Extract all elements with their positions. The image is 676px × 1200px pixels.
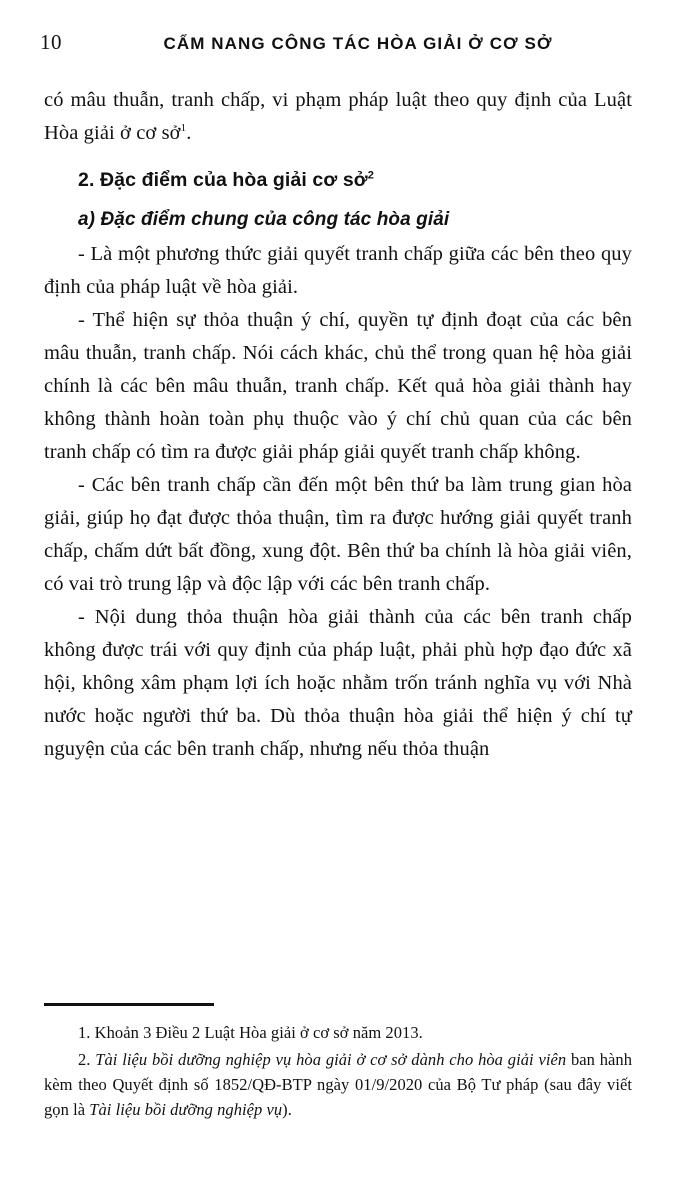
- section-heading-text: 2. Đặc điểm của hòa giải cơ sở: [78, 169, 368, 191]
- paragraph-bullet-2: - Thể hiện sự thỏa thuận ý chí, quyền tự định đoạt của các bên mâu thuẫn, tranh chấp. Nói cách khác, chủ thể trong quan hệ hòa giải chính là các bên mâu thuẫn, tranh chấp. Kết quả hòa giải thành hay không thành hoàn toàn phụ thuộc vào ý chí chủ quan của các bên tranh chấp có tìm ra được giải pháp giải quyết tranh chấp không.: [44, 309, 632, 463]
- footnote-area: [44, 1003, 632, 1122]
- subsection-heading-a: a) Đặc điểm chung của công tác hòa giải: [78, 209, 450, 230]
- paragraph-bullet-1: - Là một phương thức giải quyết tranh chấp giữa các bên theo quy định của pháp luật về hòa giải.: [44, 243, 632, 298]
- footnote-marker-2: 2: [367, 169, 374, 182]
- footnote-2-short-title: Tài liệu bồi dưỡng nghiệp vụ: [89, 1100, 283, 1119]
- section-heading-2: [44, 164, 632, 197]
- footnote-2-text-end: ).: [282, 1100, 292, 1119]
- paragraph-bullet-3: - Các bên tranh chấp cần đến một bên thứ ba làm trung gian hòa giải, giúp họ đạt được thỏa thuận, tìm ra được hướng giải quyết tranh chấp, chấm dứt bất đồng, xung đột. Bên thứ ba chính là hòa giải viên, có vai trò trung lập và độc lập với các bên tranh chấp.: [44, 474, 632, 595]
- footnote-separator: [44, 1003, 214, 1006]
- paragraph-continued: [44, 84, 632, 150]
- paragraph-text-end: .: [186, 122, 192, 144]
- footnote-marker-1: 1: [180, 122, 187, 135]
- footnote-2-title: Tài liệu bồi dưỡng nghiệp vụ hòa giải ở cơ sở dành cho hòa giải viên: [95, 1050, 567, 1069]
- running-head: CẨM NANG CÔNG TÁC HÒA GIẢI Ở CƠ SỞ: [163, 34, 553, 53]
- paragraph-bullet-4: - Nội dung thỏa thuận hòa giải thành của các bên tranh chấp không được trái với quy định của pháp luật, phải phù hợp đạo đức xã hội, không xâm phạm lợi ích hoặc nhằm trốn tránh nghĩa vụ với Nhà nước hoặc người thứ ba. Dù thỏa thuận hòa giải thể hiện ý chí tự nguyện của các bên tranh chấp, nhưng nếu thỏa thuận: [44, 606, 632, 760]
- page-body: [0, 68, 676, 766]
- page-number: 10: [40, 30, 62, 54]
- paragraph-text: có mâu thuẫn, tranh chấp, vi phạm pháp luật theo quy định của Luật Hòa giải ở cơ sở: [44, 89, 632, 144]
- footnote-2-text: ban hành kèm theo Quyết định số 1852/QĐ-BTP ngày 01/9/2020 của Bộ Tư pháp (sau đây viết gọn là: [44, 1050, 632, 1119]
- footnote-2: [44, 1047, 632, 1122]
- footnote-1: 1. Khoản 3 Điều 2 Luật Hòa giải ở cơ sở năm 2013.: [78, 1023, 423, 1042]
- page-header: [0, 0, 676, 68]
- footnote-2-number: 2.: [78, 1050, 96, 1069]
